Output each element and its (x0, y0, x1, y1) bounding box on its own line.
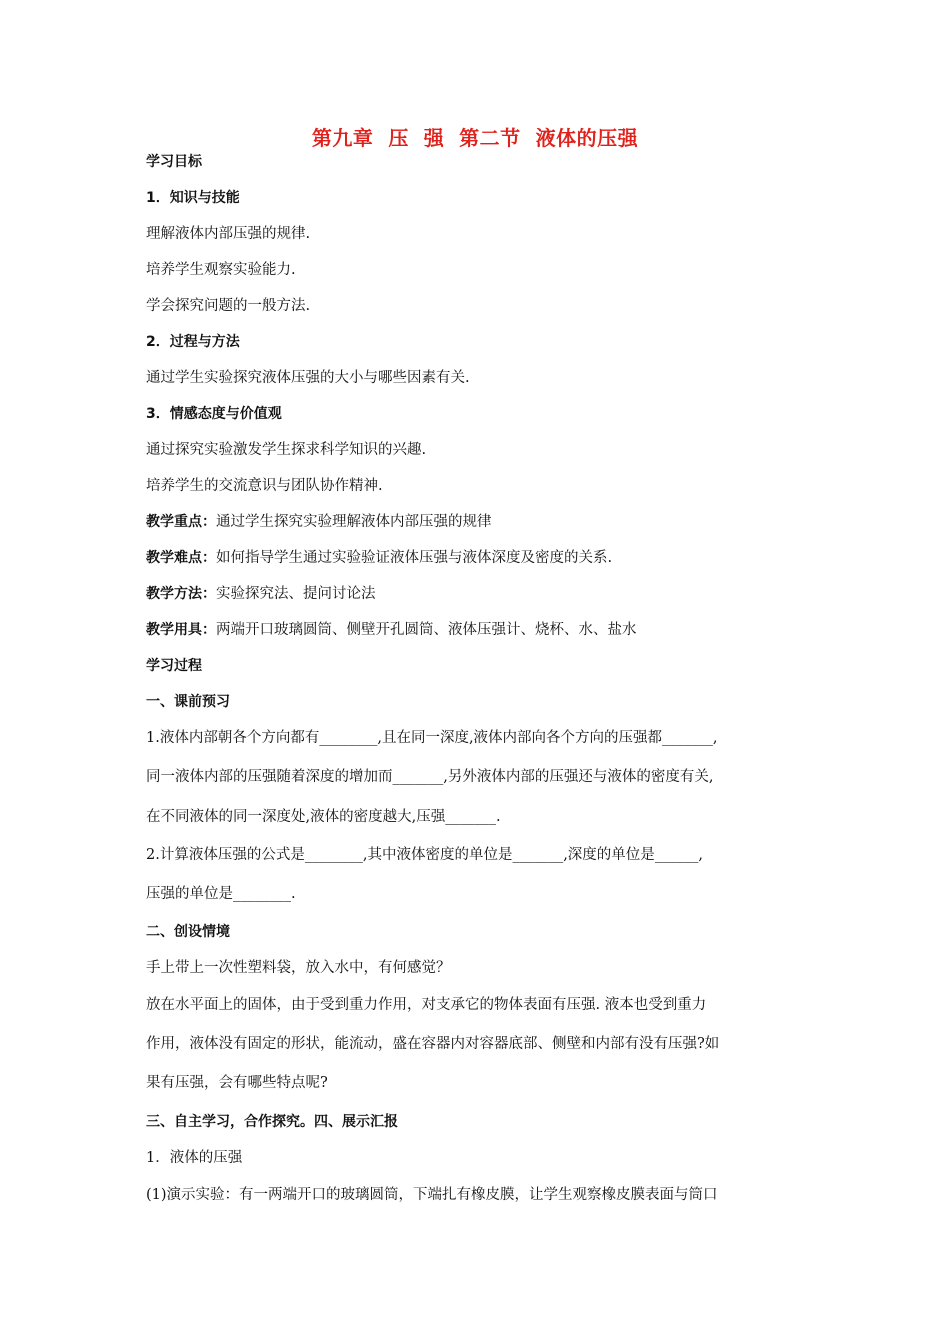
page-title: 第九章 压 强 第二节 液体的压强 (311, 126, 639, 150)
teaching-tools (146, 620, 637, 640)
situation-paragraph: 作用，液体没有固定的形状，能流动，盛在容器内对容器底部、侧壁和内部有没有压强?如 (146, 1036, 720, 1052)
fill-blank: _______ (445, 809, 496, 825)
teaching-difficulty (146, 548, 612, 568)
objective-item: 培养学生的交流意识与团队协作精神. (146, 478, 383, 494)
objective-item: 学会探究问题的一般方法. (146, 298, 311, 314)
preview-question-2-line-2 (146, 884, 296, 904)
objective-item: 培养学生观察实验能力. (146, 262, 296, 278)
fill-blank: ________ (319, 730, 378, 746)
explore-subheading: 1．液体的压强 (146, 1150, 243, 1166)
objective-item: 通过学生实验探究液体压强的大小与哪些因素有关. (146, 370, 470, 386)
preview-question-1-line-3 (146, 807, 501, 827)
objective-item: 理解液体内部压强的规律. (146, 226, 311, 242)
question-text: 同一液体内部的压强随着深度的增加而 (146, 769, 393, 785)
question-text: . (495, 809, 501, 825)
question-text: ,且在同一深度,液体内部向各个方向的压强都 (377, 730, 663, 746)
fill-blank: _______ (392, 769, 444, 785)
teaching-method-label: 教学方法： (146, 586, 216, 602)
teaching-focus (146, 512, 492, 532)
knowledge-skills-heading: 1．知识与技能 (146, 190, 240, 206)
teaching-focus-text: 通过学生探究实验理解液体内部压强的规律 (216, 514, 492, 530)
preview-question-1-line-2 (146, 767, 713, 787)
teaching-tools-label: 教学用具： (146, 622, 216, 638)
question-text: ,另外液体内部的压强还与液体的密度有关, (443, 769, 714, 785)
question-text: , (698, 847, 703, 863)
teaching-difficulty-text: 如何指导学生通过实验验证液体压强与液体深度及密度的关系. (216, 550, 613, 566)
process-method-heading: 2．过程与方法 (146, 334, 240, 350)
situation-paragraph: 手上带上一次性塑料袋，放入水中，有何感觉？ (146, 960, 451, 976)
explore-heading: 三、自主学习，合作探究。四、展示汇报 (146, 1114, 398, 1130)
preview-question-2-line-1 (146, 845, 703, 865)
objective-item: 通过探究实验激发学生探求科学知识的兴趣. (146, 442, 427, 458)
situation-paragraph: 放在水平面上的固体，由于受到重力作用，对支承它的物体表面有压强. 液本也受到重力 (146, 997, 707, 1013)
fill-blank: ______ (654, 847, 699, 863)
teaching-focus-label: 教学重点： (146, 514, 216, 530)
question-text: ,其中液体密度的单位是 (362, 847, 513, 863)
preview-heading: 一、课前预习 (146, 694, 230, 710)
learning-objectives-heading: 学习目标 (146, 154, 202, 170)
fill-blank: ________ (304, 847, 363, 863)
question-text: 在不同液体的同一深度处,液体的密度越大,压强 (146, 809, 446, 825)
situation-heading: 二、创设情境 (146, 924, 230, 940)
attitude-values-heading: 3．情感态度与价值观 (146, 406, 282, 422)
teaching-method-text: 实验探究法、提问讨论法 (216, 586, 376, 602)
teaching-method (146, 584, 376, 604)
question-text: 1.液体内部朝各个方向都有 (146, 730, 320, 746)
question-text: . (291, 886, 296, 902)
teaching-difficulty-label: 教学难点： (146, 550, 216, 566)
situation-paragraph: 果有压强，会有哪些特点呢? (146, 1075, 328, 1091)
preview-question-1-line-1 (146, 728, 717, 748)
learning-process-heading: 学习过程 (146, 658, 202, 674)
question-text: , (712, 730, 718, 746)
question-text: 压强的单位是 (146, 886, 233, 902)
fill-blank: ________ (233, 886, 291, 902)
fill-blank: _______ (662, 730, 713, 746)
question-text: 2.计算液体压强的公式是 (146, 847, 305, 863)
question-text: ,深度的单位是 (563, 847, 655, 863)
teaching-tools-text: 两端开口玻璃圆筒、侧壁开孔圆筒、液体压强计、烧杯、水、盐水 (216, 622, 637, 638)
explore-paragraph: (1)演示实验：有一两端开口的玻璃圆筒，下端扎有橡皮膜，让学生观察橡皮膜表面与筒口 (146, 1187, 718, 1203)
fill-blank: _______ (512, 847, 564, 863)
